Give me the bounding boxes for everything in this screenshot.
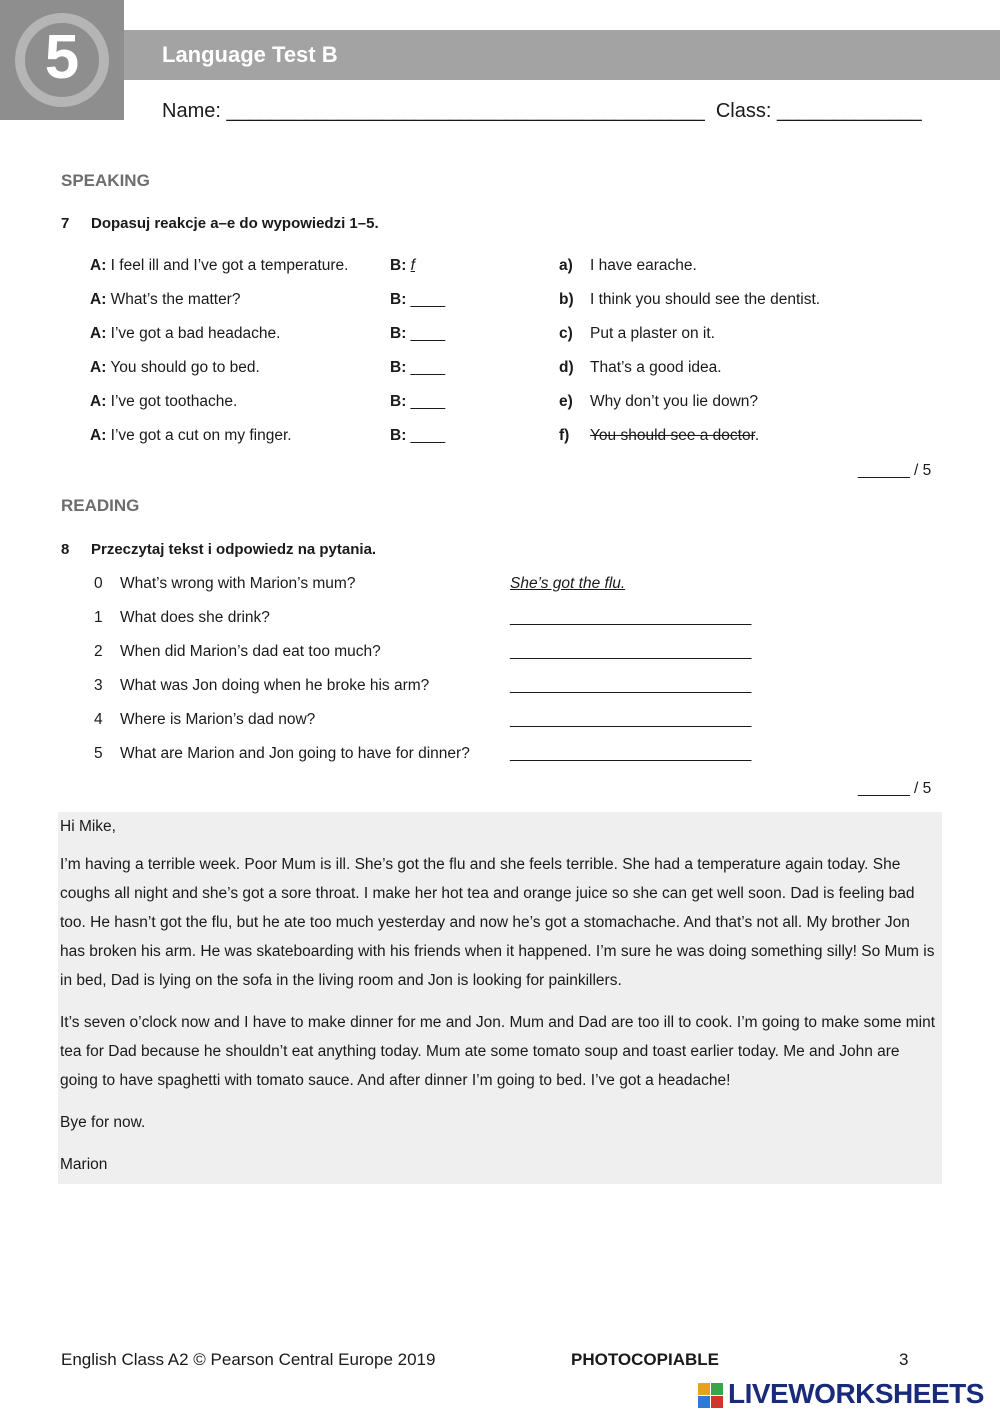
question-text: What are Marion and Jon going to have for dinner? bbox=[120, 745, 470, 762]
letter-closing: Bye for now. bbox=[60, 1114, 146, 1131]
question-text: When did Marion’s dad eat too much? bbox=[120, 643, 381, 660]
option-letter: f) bbox=[559, 427, 570, 444]
answer-blank[interactable]: ____ bbox=[410, 393, 446, 410]
header-bar bbox=[124, 30, 1000, 80]
letter-text-box bbox=[58, 812, 942, 1184]
statement-text: I feel ill and I’ve got a temperature. bbox=[110, 257, 349, 274]
task-instruction: Przeczytaj tekst i odpowiedz na pytania. bbox=[91, 541, 377, 558]
dialogue-statement bbox=[90, 359, 260, 377]
answer-slot[interactable] bbox=[390, 393, 445, 411]
response-option bbox=[559, 325, 715, 343]
statement-text: What’s the matter? bbox=[110, 291, 241, 308]
option-letter: e) bbox=[559, 393, 573, 410]
speaking-section-title: SPEAKING bbox=[61, 171, 150, 190]
speaker-a-label: A: bbox=[90, 257, 107, 274]
name-class-line: Name: ___________________________________________ Class: _____________ bbox=[162, 100, 922, 122]
option-letter: a) bbox=[559, 257, 573, 274]
answer-field[interactable]: ____________________________ bbox=[510, 643, 752, 660]
speaker-b-label: B: bbox=[390, 291, 407, 308]
question-text: What does she drink? bbox=[120, 609, 270, 626]
question-text: What’s wrong with Marion’s mum? bbox=[120, 575, 356, 592]
question-number: 0 bbox=[94, 575, 103, 592]
question-row bbox=[94, 711, 315, 729]
unit-badge bbox=[0, 0, 124, 120]
statement-text: I’ve got a bad headache. bbox=[110, 325, 281, 342]
answer-blank[interactable]: ____ bbox=[410, 359, 446, 376]
option-text: I think you should see the dentist. bbox=[590, 291, 821, 308]
task-instruction: Dopasuj reakcje a–e do wypowiedzi 1–5. bbox=[91, 215, 379, 232]
response-option bbox=[559, 393, 758, 411]
answer-blank[interactable]: f bbox=[410, 257, 415, 274]
task-number: 8 bbox=[61, 541, 70, 558]
speaker-a-label: A: bbox=[90, 325, 107, 342]
footer-page-number: 3 bbox=[899, 1350, 909, 1369]
task-number: 7 bbox=[61, 215, 70, 232]
response-option bbox=[559, 257, 697, 275]
question-row bbox=[94, 745, 470, 763]
response-option bbox=[559, 427, 759, 445]
unit-number: 5 bbox=[44, 23, 80, 92]
dialogue-statement bbox=[90, 291, 240, 309]
question-text: What was Jon doing when he broke his arm? bbox=[120, 677, 430, 694]
answer-slot[interactable] bbox=[390, 257, 415, 275]
answer-blank[interactable]: ____ bbox=[410, 427, 446, 444]
question-number: 2 bbox=[94, 643, 103, 660]
speaker-b-label: B: bbox=[390, 393, 407, 410]
option-letter: d) bbox=[559, 359, 574, 376]
question-text: Where is Marion’s dad now? bbox=[120, 711, 316, 728]
answer-blank[interactable]: ____ bbox=[410, 291, 446, 308]
footer-photocopiable: PHOTOCOPIABLE bbox=[571, 1350, 719, 1369]
dialogue-statement bbox=[90, 393, 237, 411]
liveworksheets-logo-icon bbox=[698, 1383, 724, 1409]
option-letter: c) bbox=[559, 325, 573, 342]
speaker-b-label: B: bbox=[390, 427, 407, 444]
speaker-b-label: B: bbox=[390, 325, 407, 342]
speaking-score[interactable]: ______ / 5 bbox=[858, 462, 932, 479]
reading-section-title: READING bbox=[61, 496, 140, 515]
answer-field[interactable]: ____________________________ bbox=[510, 745, 752, 762]
option-text: That’s a good idea. bbox=[590, 359, 722, 376]
speaker-a-label: A: bbox=[90, 359, 107, 376]
option-suffix: . bbox=[754, 427, 760, 444]
dialogue-statement bbox=[90, 325, 280, 343]
statement-text: I’ve got a cut on my finger. bbox=[110, 427, 292, 444]
question-number: 5 bbox=[94, 745, 103, 762]
question-row bbox=[94, 677, 429, 695]
letter-greeting: Hi Mike, bbox=[60, 818, 116, 835]
speaker-a-label: A: bbox=[90, 291, 107, 308]
answer-field[interactable]: She’s got the flu. bbox=[510, 575, 626, 592]
answer-field[interactable]: ____________________________ bbox=[510, 677, 752, 694]
answer-slot[interactable] bbox=[390, 359, 445, 377]
letter-signature: Marion bbox=[60, 1156, 108, 1173]
option-letter: b) bbox=[559, 291, 574, 308]
question-number: 4 bbox=[94, 711, 103, 728]
answer-slot[interactable] bbox=[390, 427, 445, 445]
response-option bbox=[559, 291, 820, 309]
dialogue-statement bbox=[90, 257, 348, 275]
question-number: 3 bbox=[94, 677, 103, 694]
option-text: You should see a doctor bbox=[590, 427, 755, 444]
speaker-b-label: B: bbox=[390, 257, 407, 274]
speaker-a-label: A: bbox=[90, 393, 107, 410]
task-8-heading bbox=[61, 541, 376, 558]
answer-field[interactable]: ____________________________ bbox=[510, 609, 752, 626]
statement-text: You should go to bed. bbox=[110, 359, 260, 376]
question-row bbox=[94, 609, 270, 627]
option-text: Put a plaster on it. bbox=[590, 325, 715, 342]
footer-copyright: English Class A2 © Pearson Central Europe 2019 bbox=[61, 1350, 436, 1369]
answer-slot[interactable] bbox=[390, 325, 445, 343]
speaker-a-label: A: bbox=[90, 427, 107, 444]
answer-blank[interactable]: ____ bbox=[410, 325, 446, 342]
letter-paragraph-1: I’m having a terrible week. Poor Mum is ill. She’s got the flu and she feels terrible. She had a temperature again today. She coughs all night and she’s got a sore throat. I make her hot tea and orange juice so she can get well soon. Dad is feeling bad too. He hasn’t got the flu, but he ate too much yesterday and now he’s got a stomachache. And that’s not all. My brother Jon has broken his arm. He was skateboarding with his friends when it happened. I’m sure he was doing something silly! So Mum is in bed, Dad is lying on the sofa in the living room and Jon is looking for painkillers. bbox=[60, 856, 935, 989]
speaker-b-label: B: bbox=[390, 359, 407, 376]
option-text: I have earache. bbox=[590, 257, 697, 274]
dialogue-statement bbox=[90, 427, 292, 445]
question-number: 1 bbox=[94, 609, 103, 626]
question-row bbox=[94, 643, 381, 661]
test-title: Language Test B bbox=[162, 42, 338, 67]
option-text: Why don’t you lie down? bbox=[590, 393, 759, 410]
question-row bbox=[94, 575, 355, 593]
task-7-heading bbox=[61, 215, 379, 232]
statement-text: I’ve got toothache. bbox=[110, 393, 238, 410]
reading-score[interactable]: ______ / 5 bbox=[858, 780, 932, 797]
response-option bbox=[559, 359, 722, 377]
letter-paragraph-2: It’s seven o’clock now and I have to make dinner for me and Jon. Mum and Dad are too ill to cook. I’m going to make some mint tea for Dad because he shouldn’t eat anything today. Mum ate some tomato soup and toast earlier today. Me and John are going to have spaghetti with tomato sauce. And after dinner I’m going to bed. I’ve got a headache! bbox=[60, 1014, 936, 1089]
answer-slot[interactable] bbox=[390, 291, 445, 309]
liveworksheets-logo-text: LIVEWORKSHEETS bbox=[728, 1378, 984, 1409]
answer-field[interactable]: ____________________________ bbox=[510, 711, 752, 728]
